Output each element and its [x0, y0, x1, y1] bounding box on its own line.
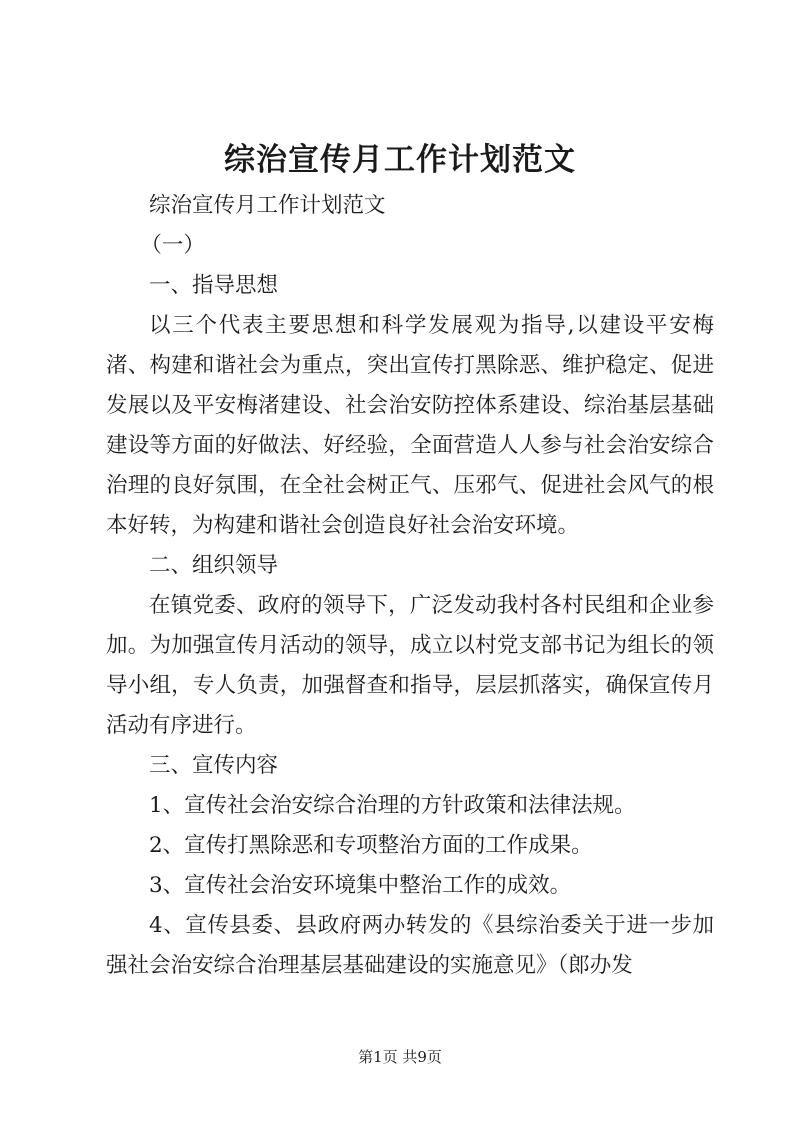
content-item-2: 2、宣传打黑除恶和专项整治方面的工作成果。	[149, 833, 593, 858]
section-number: （一）	[140, 233, 205, 258]
content-item-3: 3、宣传社会治安环境集中整治工作的成效。	[149, 873, 572, 898]
page-footer: 第1页 共9页	[358, 1048, 442, 1066]
paragraph-guiding-thought: 以三个代表主要思想和科学发展观为指导,以建设平安梅渚、构建和谐社会为重点，突出宣传打黑除恶、维护稳定、促进发展以及平安梅渚建设、社会治安防控体系建设、综治基层基础建设等方面的好做法、好经验，全面营造人人参与社会治安综合治理的良好氛围，在全社会树正气、压邪气、促进社会风气的根本好转，为构建和谐社会创造良好社会治安环境。	[106, 313, 714, 538]
paragraph-organization: 在镇党委、政府的领导下，广泛发动我村各村民组和企业参加。为加强宣传月活动的领导，成立以村党支部书记为组长的领导小组，专人负责，加强督查和指导，层层抓落实，确保宣传月活动有序进行。	[106, 593, 714, 738]
content-item-1: 1、宣传社会治安综合治理的方针政策和法律法规。	[149, 793, 636, 818]
heading-guiding-thought: 一、指导思想	[149, 273, 279, 298]
document-body	[106, 186, 714, 986]
heading-content: 三、宣传内容	[149, 753, 279, 778]
document-title: 综治宣传月工作计划范文	[224, 142, 576, 178]
heading-organization: 二、组织领导	[149, 553, 279, 578]
content-item-4: 4、宣传县委、县政府两办转发的《县综治委关于进一步加强社会治安综合治理基层基础建设的实施意见》（郎办发	[106, 913, 714, 978]
subtitle-paragraph: 综治宣传月工作计划范文	[149, 193, 386, 218]
